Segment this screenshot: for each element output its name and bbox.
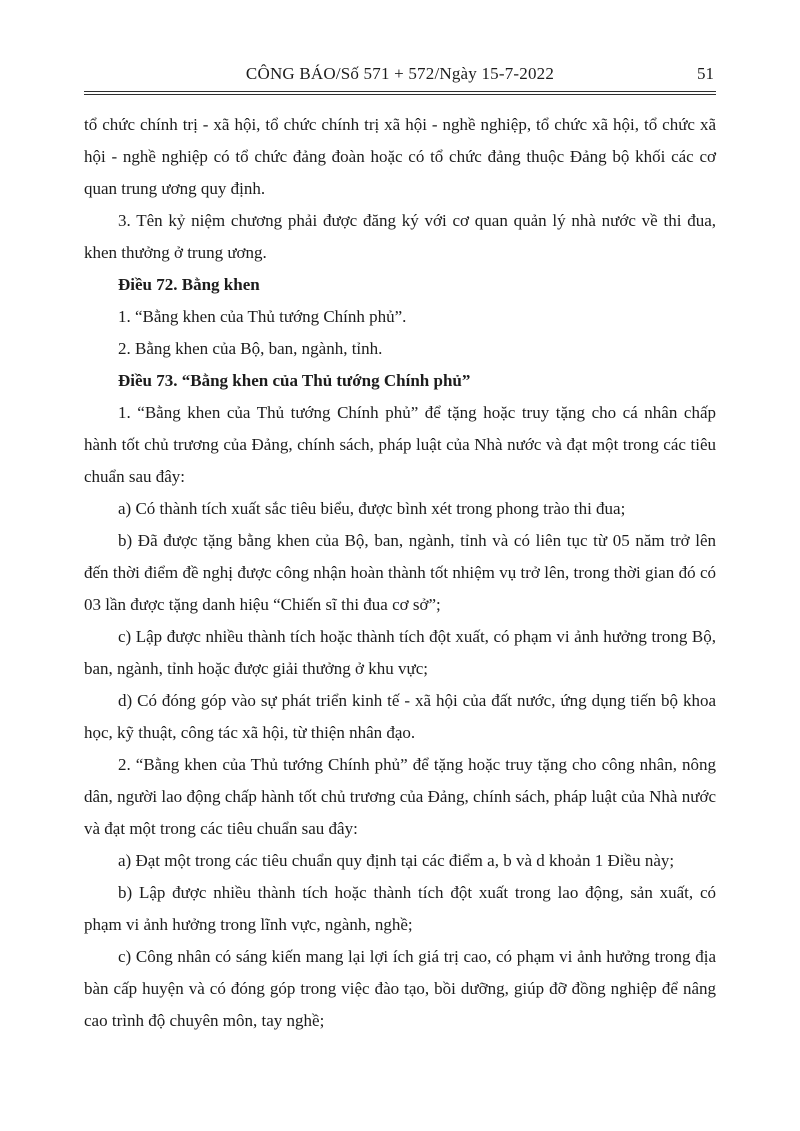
article-73-clause-2: 2. “Bằng khen của Thủ tướng Chính phủ” để tặng hoặc truy tặng cho công nhân, nông dân, người lao động chấp hành tốt chủ trương của Đảng, chính sách, pháp luật của Nhà nước và đạt một trong các tiêu chuẩn sau đây: — [84, 755, 716, 838]
article-73-clause-1-point-c: c) Lập được nhiều thành tích hoặc thành tích đột xuất, có phạm vi ảnh hưởng trong Bộ, ban, ngành, tỉnh hoặc được giải thưởng ở khu vực; — [84, 627, 716, 678]
article-73-clause-2-point-a: a) Đạt một trong các tiêu chuẩn quy định tại các điểm a, b và d khoản 1 Điều này; — [118, 851, 675, 870]
article-72-clause-2: 2. Bằng khen của Bộ, ban, ngành, tỉnh. — [118, 339, 383, 358]
page-header — [84, 0, 716, 86]
article-73-heading: Điều 73. “Bằng khen của Thủ tướng Chính phủ” — [118, 371, 471, 390]
page-content — [84, 0, 716, 1037]
clause-3-paragraph: 3. Tên kỷ niệm chương phải được đăng ký với cơ quan quản lý nhà nước về thi đua, khen thưởng ở trung ương. — [84, 211, 716, 262]
article-73-clause-1: 1. “Bằng khen của Thủ tướng Chính phủ” để tặng hoặc truy tặng cho cá nhân chấp hành tốt chủ trương của Đảng, chính sách, pháp luật của Nhà nước và đạt một trong các tiêu chuẩn sau đây: — [84, 403, 716, 486]
article-73-clause-1-point-b: b) Đã được tặng bằng khen của Bộ, ban, ngành, tỉnh và có liên tục từ 05 năm trở lên đến thời điểm đề nghị được công nhận hoàn thành tốt nhiệm vụ trở lên, trong thời gian đó có 03 lần được tặng danh hiệu “Chiến sĩ thi đua cơ sở”; — [84, 531, 716, 614]
article-72-heading: Điều 72. Bằng khen — [118, 275, 260, 294]
article-73-clause-1-point-a: a) Có thành tích xuất sắc tiêu biểu, được bình xét trong phong trào thi đua; — [118, 499, 626, 518]
article-72-clause-1: 1. “Bằng khen của Thủ tướng Chính phủ”. — [118, 307, 407, 326]
article-73-clause-1-point-d: d) Có đóng góp vào sự phát triển kinh tế - xã hội của đất nước, ứng dụng tiến bộ khoa học, kỹ thuật, công tác xã hội, từ thiện nhân đạo. — [84, 691, 716, 742]
gazette-header-title: CÔNG BÁO/Số 571 + 572/Ngày 15-7-2022 — [245, 64, 555, 83]
document-body — [84, 95, 716, 1037]
article-73-clause-2-point-c: c) Công nhân có sáng kiến mang lại lợi ích giá trị cao, có phạm vi ảnh hưởng trong địa bàn cấp huyện và có đóng góp trong việc đào tạo, bồi dưỡng, giúp đỡ đồng nghiệp để nâng cao trình độ chuyên môn, tay nghề; — [84, 947, 716, 1030]
article-73-clause-2-point-b: b) Lập được nhiều thành tích hoặc thành tích đột xuất trong lao động, sản xuất, có phạm vi ảnh hưởng trong lĩnh vực, ngành, nghề; — [84, 883, 716, 934]
paragraph-continued-from-previous-page: tổ chức chính trị - xã hội, tổ chức chính trị xã hội - nghề nghiệp, tổ chức xã hội, tổ chức xã hội - nghề nghiệp có tổ chức đảng đoàn hoặc có tổ chức đảng thuộc Đảng bộ khối các cơ quan trung ương quy định. — [84, 115, 716, 198]
page-number: 51 — [697, 64, 714, 83]
